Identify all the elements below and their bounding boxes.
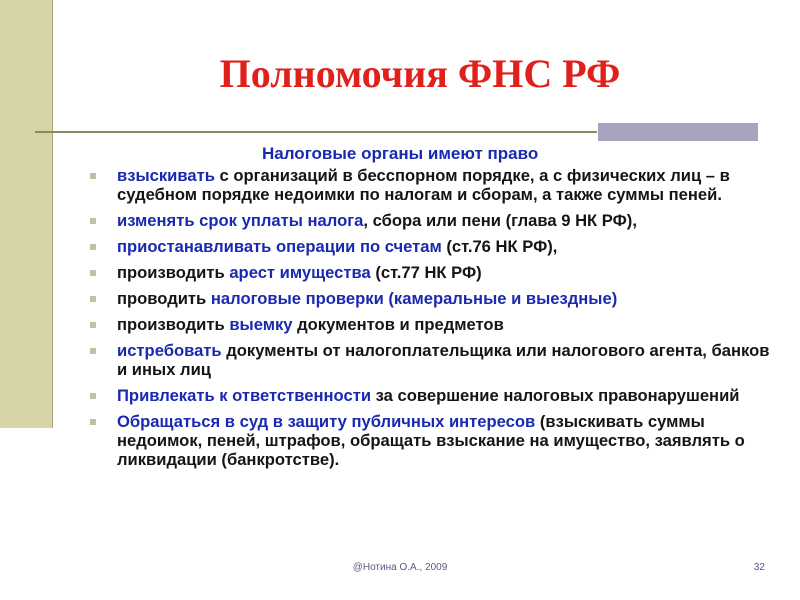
page-number: 32 <box>753 562 765 573</box>
footer-author: @Нотина О.А., 2009 <box>352 562 448 573</box>
square-bullet-icon <box>90 244 96 250</box>
list-item <box>90 263 780 282</box>
highlighted-text: взыскивать <box>117 166 215 185</box>
square-bullet-icon <box>90 419 96 425</box>
highlighted-text: арест имущества <box>229 263 371 282</box>
slide-subtitle: Налоговые органы имеют право <box>262 144 539 163</box>
powers-list <box>90 166 780 476</box>
highlighted-text: налоговые проверки (камеральные и выездные) <box>210 289 618 308</box>
square-bullet-icon <box>90 393 96 399</box>
highlighted-text: приостанавливать операции по счетам <box>117 237 442 256</box>
title-rule-box <box>598 123 758 141</box>
square-bullet-icon <box>90 348 96 354</box>
list-item <box>90 386 780 405</box>
item-text: , сбора или пени (глава 9 НК РФ), <box>363 211 637 230</box>
item-text: проводить <box>117 289 211 308</box>
item-text: документов и предметов <box>292 315 504 334</box>
list-item <box>90 211 780 230</box>
list-item <box>90 289 780 308</box>
square-bullet-icon <box>90 173 96 179</box>
slide-title: Полномочия ФНС РФ <box>219 51 621 96</box>
highlighted-text: Обращаться в суд в защиту публичных интересов <box>117 412 536 431</box>
square-bullet-icon <box>90 218 96 224</box>
square-bullet-icon <box>90 296 96 302</box>
item-text: (ст.77 НК РФ) <box>370 263 482 282</box>
item-text: (ст.76 НК РФ), <box>441 237 558 256</box>
highlighted-text: изменять срок уплаты налога <box>117 211 364 230</box>
square-bullet-icon <box>90 270 96 276</box>
list-item <box>90 412 780 469</box>
item-text: документы от налогоплательщика или налогового агента, банков и иных лиц <box>117 341 770 379</box>
item-text: производить <box>117 315 230 334</box>
highlighted-text: выемку <box>229 315 293 334</box>
item-text: производить <box>117 263 230 282</box>
square-bullet-icon <box>90 322 96 328</box>
list-item <box>90 166 780 204</box>
item-text: за совершение налоговых правонарушений <box>371 386 740 405</box>
title-rule <box>35 131 597 133</box>
item-text: (взыскивать суммы недоимок, пеней, штрафов, обращать взыскание на имущество, заявлять о ликвидации (банкротстве). <box>117 412 745 469</box>
list-item <box>90 315 780 334</box>
list-item <box>90 237 780 256</box>
item-text: с организаций в бесспорном порядке, а с физических лиц – в судебном порядке недоимки по налогам и сборам, а также суммы пеней. <box>117 166 730 204</box>
list-item <box>90 341 780 379</box>
highlighted-text: Привлекать к ответственности <box>117 386 372 405</box>
left-decor-bar <box>0 0 53 428</box>
highlighted-text: истребовать <box>117 341 222 360</box>
left-decor-line <box>52 0 53 428</box>
